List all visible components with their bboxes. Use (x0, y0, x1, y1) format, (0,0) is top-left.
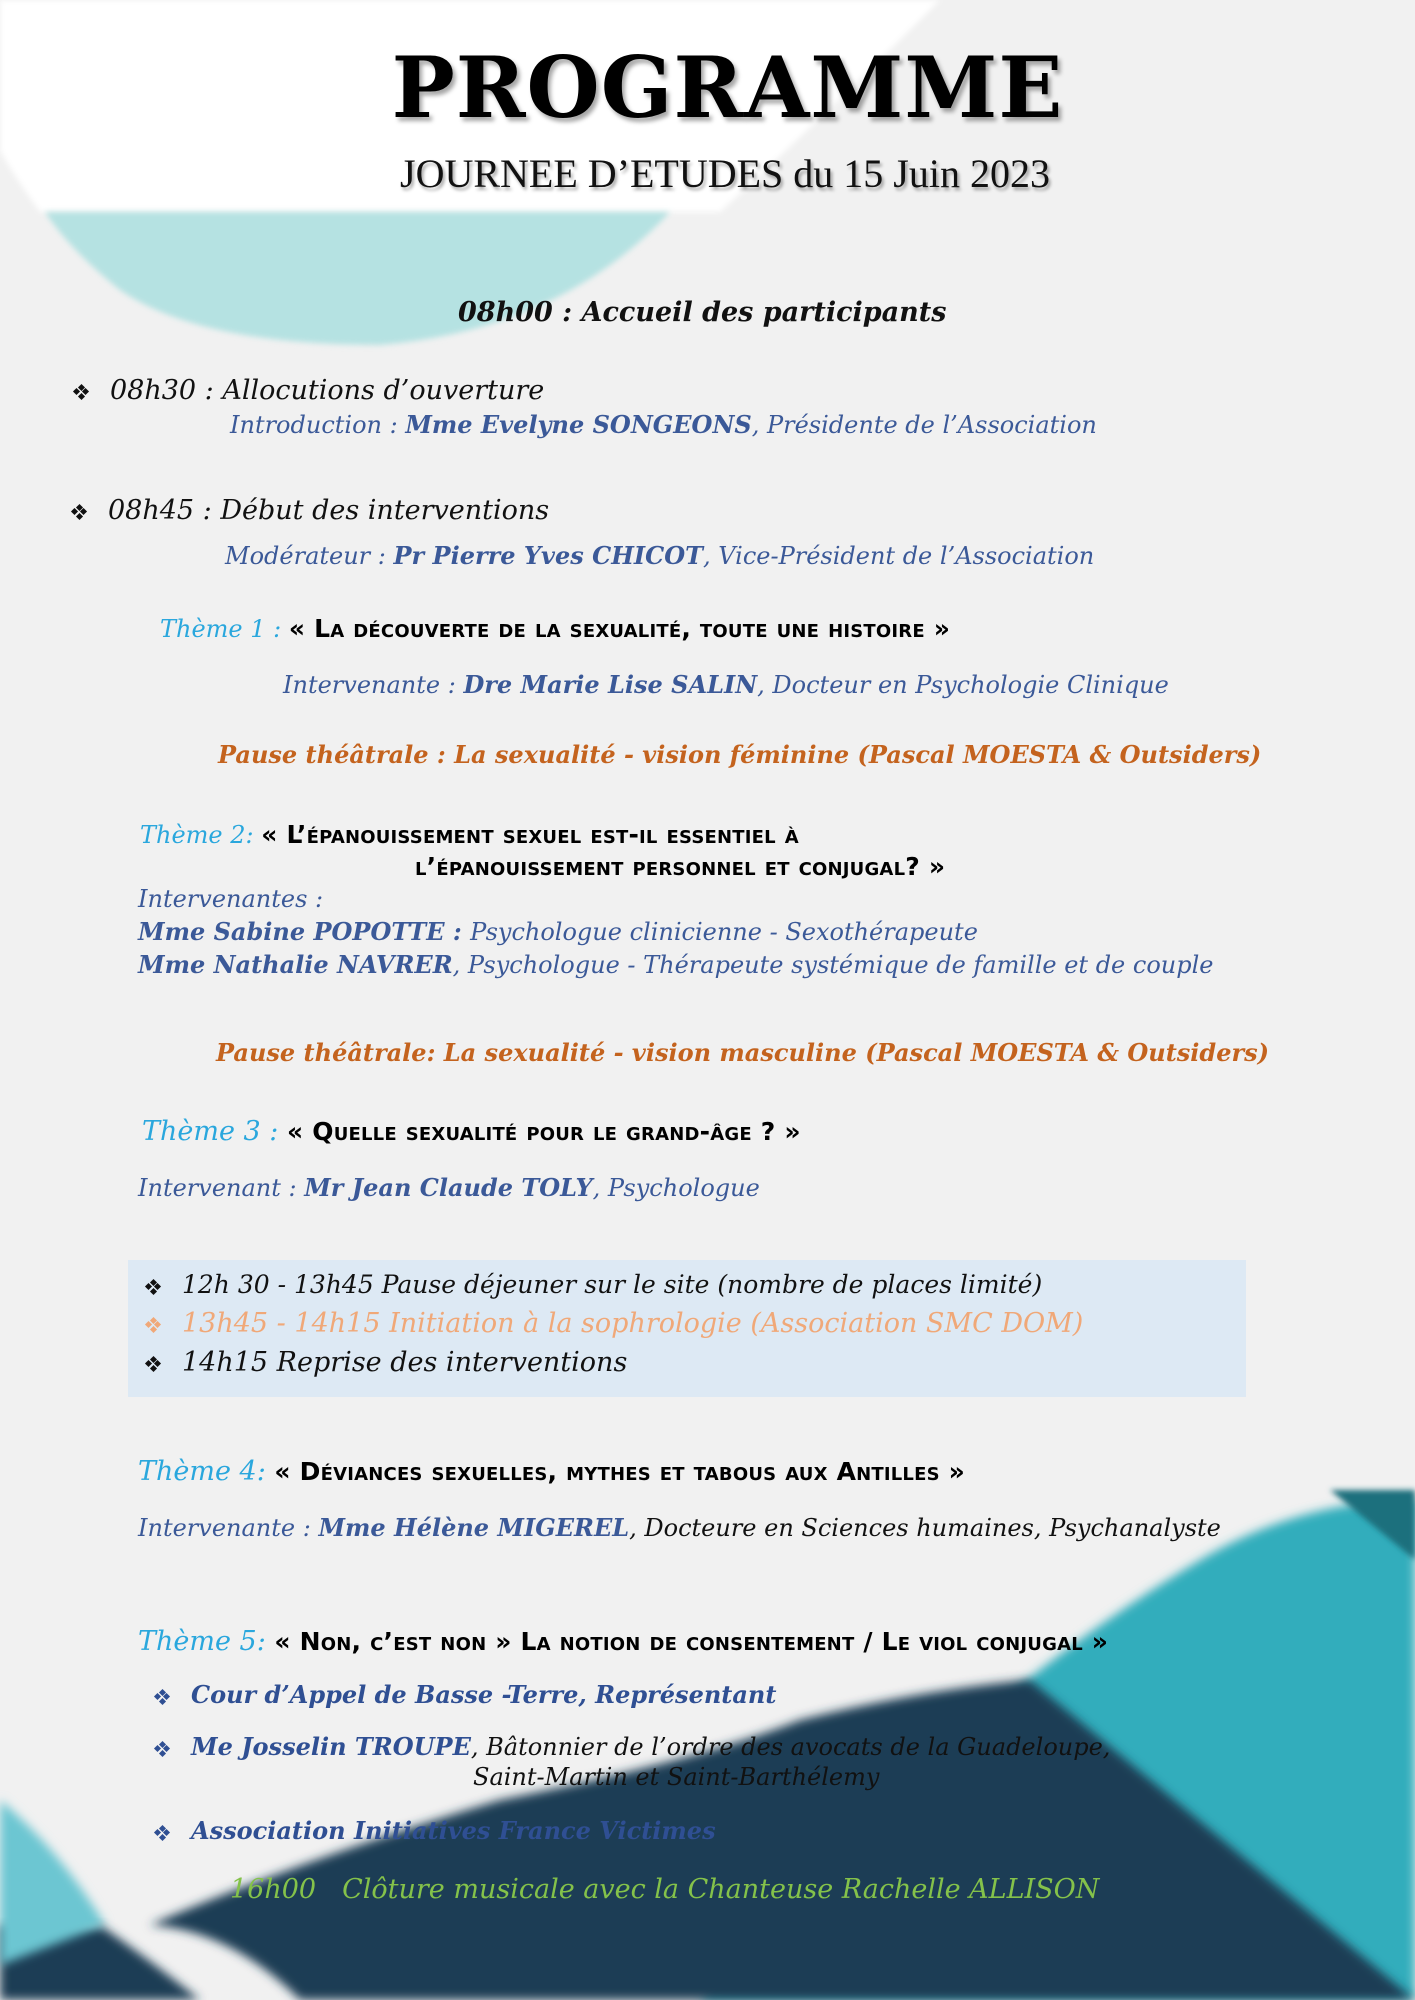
theme-title-line1: « L’épanouissement sexuel est-il essentiel à (261, 820, 799, 849)
theme-2-heading (140, 820, 799, 849)
theatre-pause-2: Pause théâtrale: La sexualité - vision masculine (Pascal MOESTA & Outsiders) (216, 1038, 1269, 1067)
theme-1-heading (160, 614, 950, 643)
theme-4-speaker (138, 1513, 1221, 1542)
theme-label: Thème 4: (138, 1456, 275, 1487)
theme-4-heading (138, 1456, 965, 1487)
diamond-bullet-icon (155, 1742, 169, 1756)
speaker-role: , Psychologue - Thérapeute systémique de famille et de couple (452, 951, 1214, 979)
moderator-prefix: Modérateur : (225, 542, 394, 570)
theme-5-speaker-1 (155, 1680, 776, 1709)
diamond-bullet-icon (146, 1318, 160, 1332)
speaker-role: Psychologue clinicienne - Sexothérapeute (470, 918, 978, 946)
event-subtitle: JOURNEE D’ETUDES du 15 Juin 2023 (400, 151, 1050, 196)
midday-item-text: 12h 30 - 13h45 Pause déjeuner sur le site (nombre de places limité) (182, 1270, 1043, 1299)
speaker-name: Dre Marie Lise SALIN (463, 670, 758, 699)
theme-2-speaker-1 (138, 917, 978, 946)
moderator-role: , Vice-Président de l’Association (702, 542, 1095, 570)
theme-5-speaker-2-role-line2: Saint-Martin et Saint-Barthélemy (473, 1763, 880, 1791)
theme-2-speakers-heading: Intervenantes : (138, 885, 324, 913)
midday-item-resume (146, 1347, 627, 1378)
theme-2-speaker-2 (138, 950, 1213, 979)
page-title: PROGRAMME (391, 38, 1064, 137)
diamond-bullet-icon (155, 1826, 169, 1840)
speaker-name: Mme Sabine POPOTTE : (138, 917, 471, 946)
speaker-name: Me Josselin TROUPE (191, 1732, 471, 1761)
speaker-role: , Psychologue (592, 1174, 760, 1202)
midday-item-text: 13h45 - 14h15 Initiation à la sophrologie (Association SMC DOM) (182, 1308, 1084, 1339)
theme-title: « La découverte de la sexualité, toute une histoire » (288, 614, 951, 643)
theme-label: Thème 2: (140, 821, 262, 849)
moderator-line (225, 541, 1094, 570)
speaker-prefix: Intervenant : (138, 1174, 305, 1202)
theme-5-heading (138, 1626, 1108, 1657)
closing-text: Clôture musicale avec la Chanteuse Rachelle ALLISON (342, 1874, 1100, 1905)
diamond-bullet-icon (146, 1280, 160, 1294)
theme-title: « Déviances sexuelles, mythes et tabous aux Antilles » (274, 1457, 966, 1486)
speaker-name: Association Initiatives France Victimes (191, 1816, 716, 1845)
theme-5-speaker-2 (155, 1732, 1110, 1761)
speaker-role-line1: , Bâtonnier de l’ordre des avocats de la Guadeloupe, (470, 1733, 1111, 1761)
theme-label: Thème 3 : (142, 1116, 287, 1147)
theme-2-title-line2: l’épanouissement personnel et conjugal? » (415, 852, 946, 881)
theme-title: « Non, c’est non » La notion de consentement / Le viol conjugal » (274, 1627, 1109, 1656)
midday-item-sophrology (146, 1308, 1083, 1339)
speaker-name: Cour d’Appel de Basse -Terre, Représentant (191, 1680, 777, 1709)
speaker-prefix: Intervenante : (283, 671, 464, 699)
speaker-name: Mme Nathalie NAVRER (138, 950, 453, 979)
midday-item-lunch (146, 1270, 1042, 1299)
speaker-name: Mme Hélène MIGEREL (318, 1513, 630, 1542)
start-time-label: 08h45 : Début des interventions (108, 495, 550, 526)
intro-speaker-name: Mme Evelyne SONGEONS (405, 410, 752, 439)
speaker-role: , Docteure en Sciences humaines, Psychanalyste (629, 1514, 1221, 1542)
theme-title: « Quelle sexualité pour le grand-âge ? » (286, 1117, 801, 1146)
speaker-prefix: Intervenante : (138, 1514, 319, 1542)
closing-line (230, 1874, 1099, 1905)
diamond-bullet-icon (155, 1690, 169, 1704)
diamond-bullet-icon (74, 385, 88, 399)
intro-speaker-role: , Présidente de l’Association (751, 411, 1097, 439)
theme-3-heading (142, 1116, 801, 1147)
opening-time-label: 08h30 : Allocutions d’ouverture (110, 375, 545, 406)
closing-time: 16h00 (230, 1874, 317, 1905)
midday-item-text: 14h15 Reprise des interventions (182, 1347, 628, 1378)
opening-introduction (230, 410, 1097, 439)
diamond-bullet-icon (72, 505, 86, 519)
speaker-role: , Docteur en Psychologie Clinique (757, 671, 1169, 699)
speaker-name: Mr Jean Claude TOLY (304, 1173, 593, 1202)
moderator-name: Pr Pierre Yves CHICOT (393, 541, 703, 570)
welcome-line: 08h00 : Accueil des participants (458, 297, 947, 328)
diamond-bullet-icon (146, 1357, 160, 1371)
theatre-pause-1: Pause théâtrale : La sexualité - vision féminine (Pascal MOESTA & Outsiders) (218, 740, 1262, 769)
theme-3-speaker (138, 1173, 760, 1202)
theme-label: Thème 1 : (160, 615, 289, 643)
opening-item (74, 375, 544, 406)
intro-prefix: Introduction : (230, 411, 406, 439)
theme-1-speaker (283, 670, 1169, 699)
theme-5-speaker-3 (155, 1816, 716, 1845)
start-item (72, 495, 549, 526)
theme-label: Thème 5: (138, 1626, 275, 1657)
